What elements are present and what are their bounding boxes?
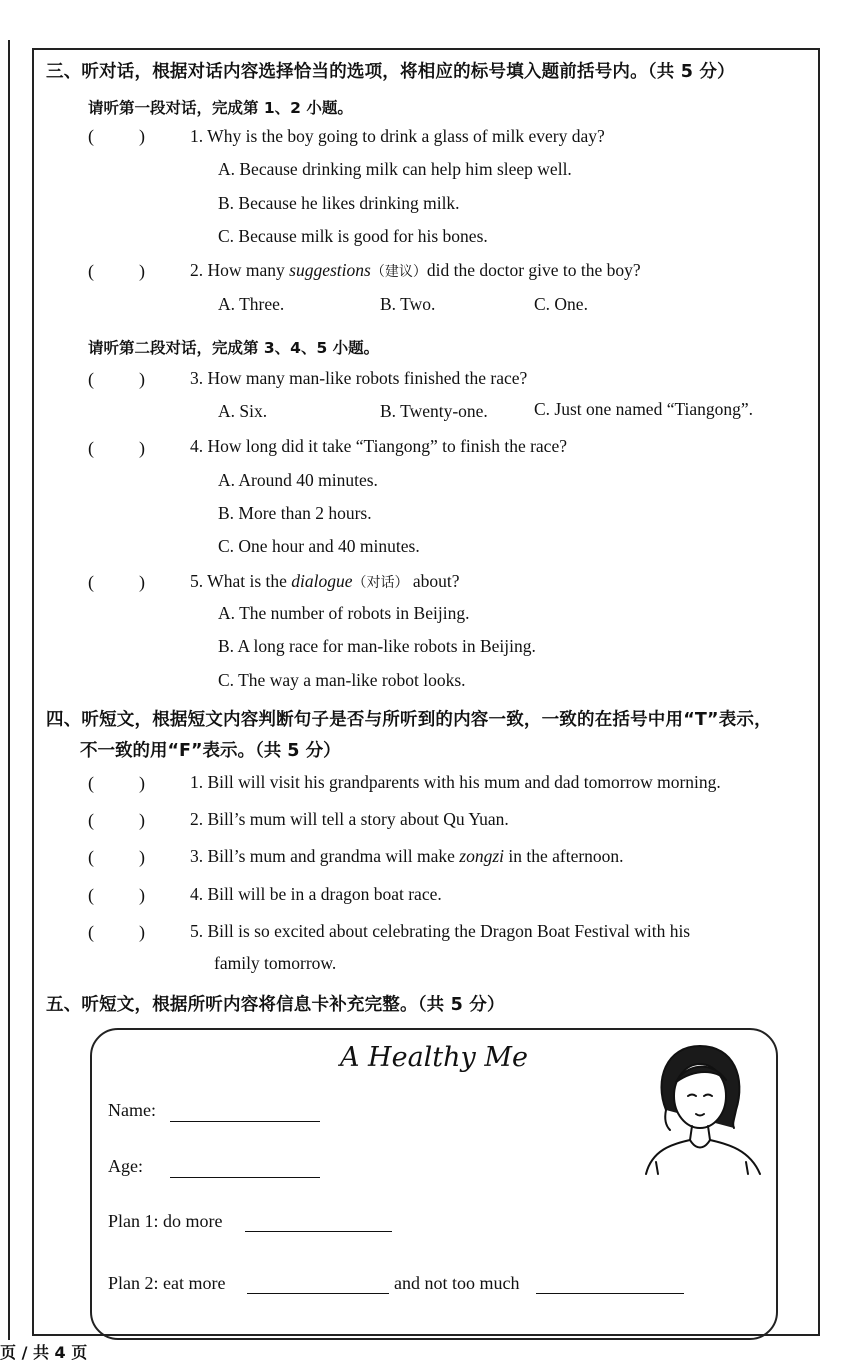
plan2-blank-1[interactable] <box>247 1293 389 1294</box>
answer-bracket-4-3[interactable]: ( ) <box>88 847 145 867</box>
answer-bracket-3-3[interactable]: ( ) <box>88 369 145 389</box>
option-3-4-c: C. One hour and 40 minutes. <box>218 536 420 556</box>
answer-bracket-4-1[interactable]: ( ) <box>88 773 145 793</box>
option-3-2-b: B. Two. <box>380 294 436 314</box>
option-3-1-a: A. Because drinking milk can help him sleep well. <box>218 159 572 179</box>
section4-heading: 四、听短文，根据短文内容判断句子是否与所听到的内容一致，一致的在括号中用“T”表示， <box>46 710 772 730</box>
statement-4-3: 3. Bill’s mum and grandma will make zongzi in the afternoon. <box>190 846 624 866</box>
option-3-4-a: A. Around 40 minutes. <box>218 470 378 490</box>
option-3-3-a: A. Six. <box>218 401 268 421</box>
section4-heading-cont: 不一致的用“F”表示。（共 5 分） <box>80 741 341 761</box>
dialogue2-note: 请听第二段对话，完成第 3、4、5 小题。 <box>88 339 380 357</box>
answer-bracket-3-4[interactable]: ( ) <box>88 438 145 458</box>
option-3-3-b: B. Twenty-one. <box>380 401 488 421</box>
option-3-5-b: B. A long race for man-like robots in Beijing. <box>218 636 536 656</box>
answer-bracket-3-5[interactable]: ( ) <box>88 572 145 592</box>
plan2-mid-label: and not too much <box>394 1273 520 1293</box>
plan1-blank[interactable] <box>245 1231 392 1232</box>
question-3-5: 5. What is the dialogue（对话） about? <box>190 571 460 591</box>
left-page-edge <box>0 40 10 1340</box>
option-3-5-c: C. The way a man-like robot looks. <box>218 670 466 690</box>
plan2-label: Plan 2: eat more <box>108 1273 226 1293</box>
age-label: Age: <box>108 1156 143 1176</box>
section3-heading: 三、听对话，根据对话内容选择恰当的选项，将相应的标号填入题前括号内。（共 5 分） <box>46 62 735 82</box>
answer-bracket-4-4[interactable]: ( ) <box>88 885 145 905</box>
option-3-1-c: C. Because milk is good for his bones. <box>218 226 488 246</box>
option-3-2-c: C. One. <box>534 294 588 314</box>
age-blank[interactable] <box>170 1177 320 1178</box>
statement-4-2: 2. Bill’s mum will tell a story about Qu Yuan. <box>190 809 509 829</box>
girl-portrait-icon <box>636 1040 770 1178</box>
question-3-4: 4. How long did it take “Tiangong” to finish the race? <box>190 436 567 456</box>
answer-bracket-4-2[interactable]: ( ) <box>88 810 145 830</box>
answer-bracket-3-2[interactable]: ( ) <box>88 261 145 281</box>
page-footer: 页 / 共 4 页 <box>0 1343 88 1362</box>
statement-4-4: 4. Bill will be in a dragon boat race. <box>190 884 442 904</box>
statement-4-5: 5. Bill is so excited about celebrating the Dragon Boat Festival with his <box>190 921 691 941</box>
section5-heading: 五、听短文，根据所听内容将信息卡补充完整。（共 5 分） <box>46 995 505 1015</box>
name-blank[interactable] <box>170 1121 320 1122</box>
statement-4-1: 1. Bill will visit his grandparents with his mum and dad tomorrow morning. <box>190 772 721 792</box>
statement-4-5-cont: family tomorrow. <box>214 953 337 973</box>
plan2-blank-2[interactable] <box>536 1293 684 1294</box>
plan1-label: Plan 1: do more <box>108 1211 223 1231</box>
name-label: Name: <box>108 1100 156 1120</box>
question-3-1: 1. Why is the boy going to drink a glass of milk every day? <box>190 126 605 146</box>
option-3-5-a: A. The number of robots in Beijing. <box>218 603 470 623</box>
question-3-2: 2. How many suggestions（建议）did the doctor give to the boy? <box>190 260 641 280</box>
option-3-4-b: B. More than 2 hours. <box>218 503 372 523</box>
option-3-1-b: B. Because he likes drinking milk. <box>218 193 460 213</box>
option-3-3-c: C. Just one named “Tiangong”. <box>534 399 754 419</box>
card-title: A Healthy Me <box>339 1042 529 1073</box>
dialogue1-note: 请听第一段对话，完成第 1、2 小题。 <box>88 99 353 117</box>
question-3-3: 3. How many man-like robots finished the race? <box>190 368 528 388</box>
answer-bracket-4-5[interactable]: ( ) <box>88 922 145 942</box>
option-3-2-a: A. Three. <box>218 294 285 314</box>
answer-bracket-3-1[interactable]: ( ) <box>88 126 145 146</box>
